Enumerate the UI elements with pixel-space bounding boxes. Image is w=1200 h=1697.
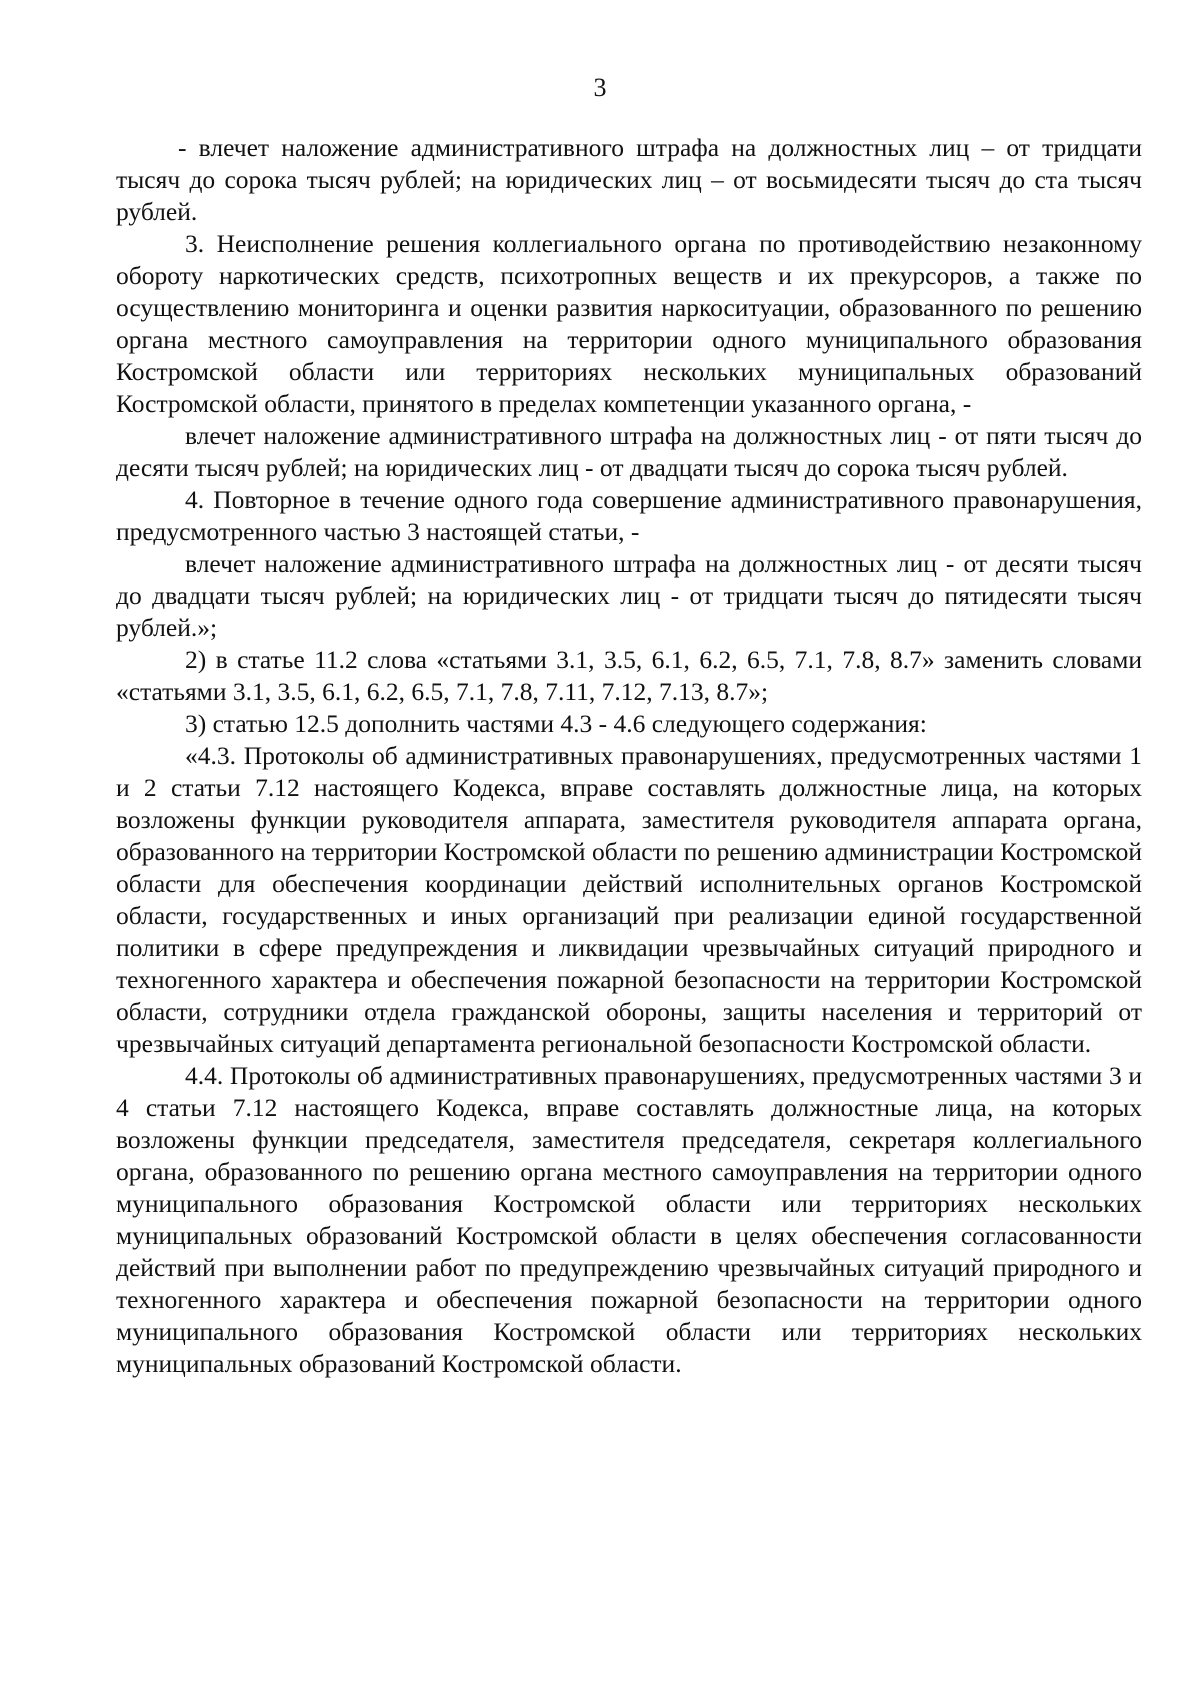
paragraph-part-3-penalty: влечет наложение административного штрафа на должностных лиц - от пяти тысяч до десяти тысяч рублей; на юридических лиц - от двадцати тысяч до сорока тысяч рублей. (116, 421, 1142, 482)
document-body (116, 132, 1142, 1380)
paragraph-part-4-penalty: влечет наложение административного штрафа на должностных лиц - от десяти тысяч до двадцати тысяч рублей; на юридических лиц - от тридцати тысяч до пятидесяти тысяч рублей.»; (116, 549, 1142, 642)
paragraph-penalty-continuation: - влечет наложение административного штрафа на должностных лиц – от тридцати тысяч до сорока тысяч рублей; на юридических лиц – от восьмидесяти тысяч до ста тысяч рублей. (116, 133, 1142, 226)
paragraph-part-3: 3. Неисполнение решения коллегиального органа по противодействию незаконному обороту наркотических средств, психотропных веществ и их прекурсоров, а также по осуществлению мониторинга и оценки развития наркоситуации, образованного по решению органа местного самоуправления на территории одного муниципального образования Костромской области или территориях нескольких муниципальных образований Костромской области, принятого в пределах компетенции указанного органа, - (116, 229, 1142, 418)
paragraph-clause-4-3: «4.3. Протоколы об административных правонарушениях, предусмотренных частями 1 и 2 статьи 7.12 настоящего Кодекса, вправе составлять должностные лица, на которых возложены функции руководителя аппарата, заместителя руководителя аппарата органа, образованного на территории Костромской области по решению администрации Костромской области для обеспечения координации действий исполнительных органов Костромской области, государственных и иных организаций при реализации единой государственной политики в сфере предупреждения и ликвидации чрезвычайных ситуаций природного и техногенного характера и обеспечения пожарной безопасности на территории Костромской области, сотрудники отдела гражданской обороны, защиты населения и территорий от чрезвычайных ситуаций департамента региональной безопасности Костромской области. (116, 741, 1142, 1058)
page-number: 3 (593, 73, 607, 102)
paragraph-amendment-2: 2) в статье 11.2 слова «статьями 3.1, 3.5, 6.1, 6.2, 6.5, 7.1, 7.8, 8.7» заменить словами «статьями 3.1, 3.5, 6.1, 6.2, 6.5, 7.1, 7.8, 7.11, 7.12, 7.13, 8.7»; (116, 645, 1142, 706)
paragraph-part-4: 4. Повторное в течение одного года совершение административного правонарушения, предусмотренного частью 3 настоящей статьи, - (116, 485, 1142, 546)
paragraph-clause-4-4: 4.4. Протоколы об административных правонарушениях, предусмотренных частями 3 и 4 статьи 7.12 настоящего Кодекса, вправе составлять должностные лица, на которых возложены функции председателя, заместителя председателя, секретаря коллегиального органа, образованного по решению органа местного самоуправления на территории одного муниципального образования Костромской области или территориях нескольких муниципальных образований Костромской области в целях обеспечения согласованности действий при выполнении работ по предупреждению чрезвычайных ситуаций природного и техногенного характера и обеспечения пожарной безопасности на территории одного муниципального образования Костромской области или территориях нескольких муниципальных образований Костромской области. (116, 1061, 1142, 1378)
paragraph-amendment-3: 3) статью 12.5 дополнить частями 4.3 - 4.6 следующего содержания: (185, 709, 927, 738)
